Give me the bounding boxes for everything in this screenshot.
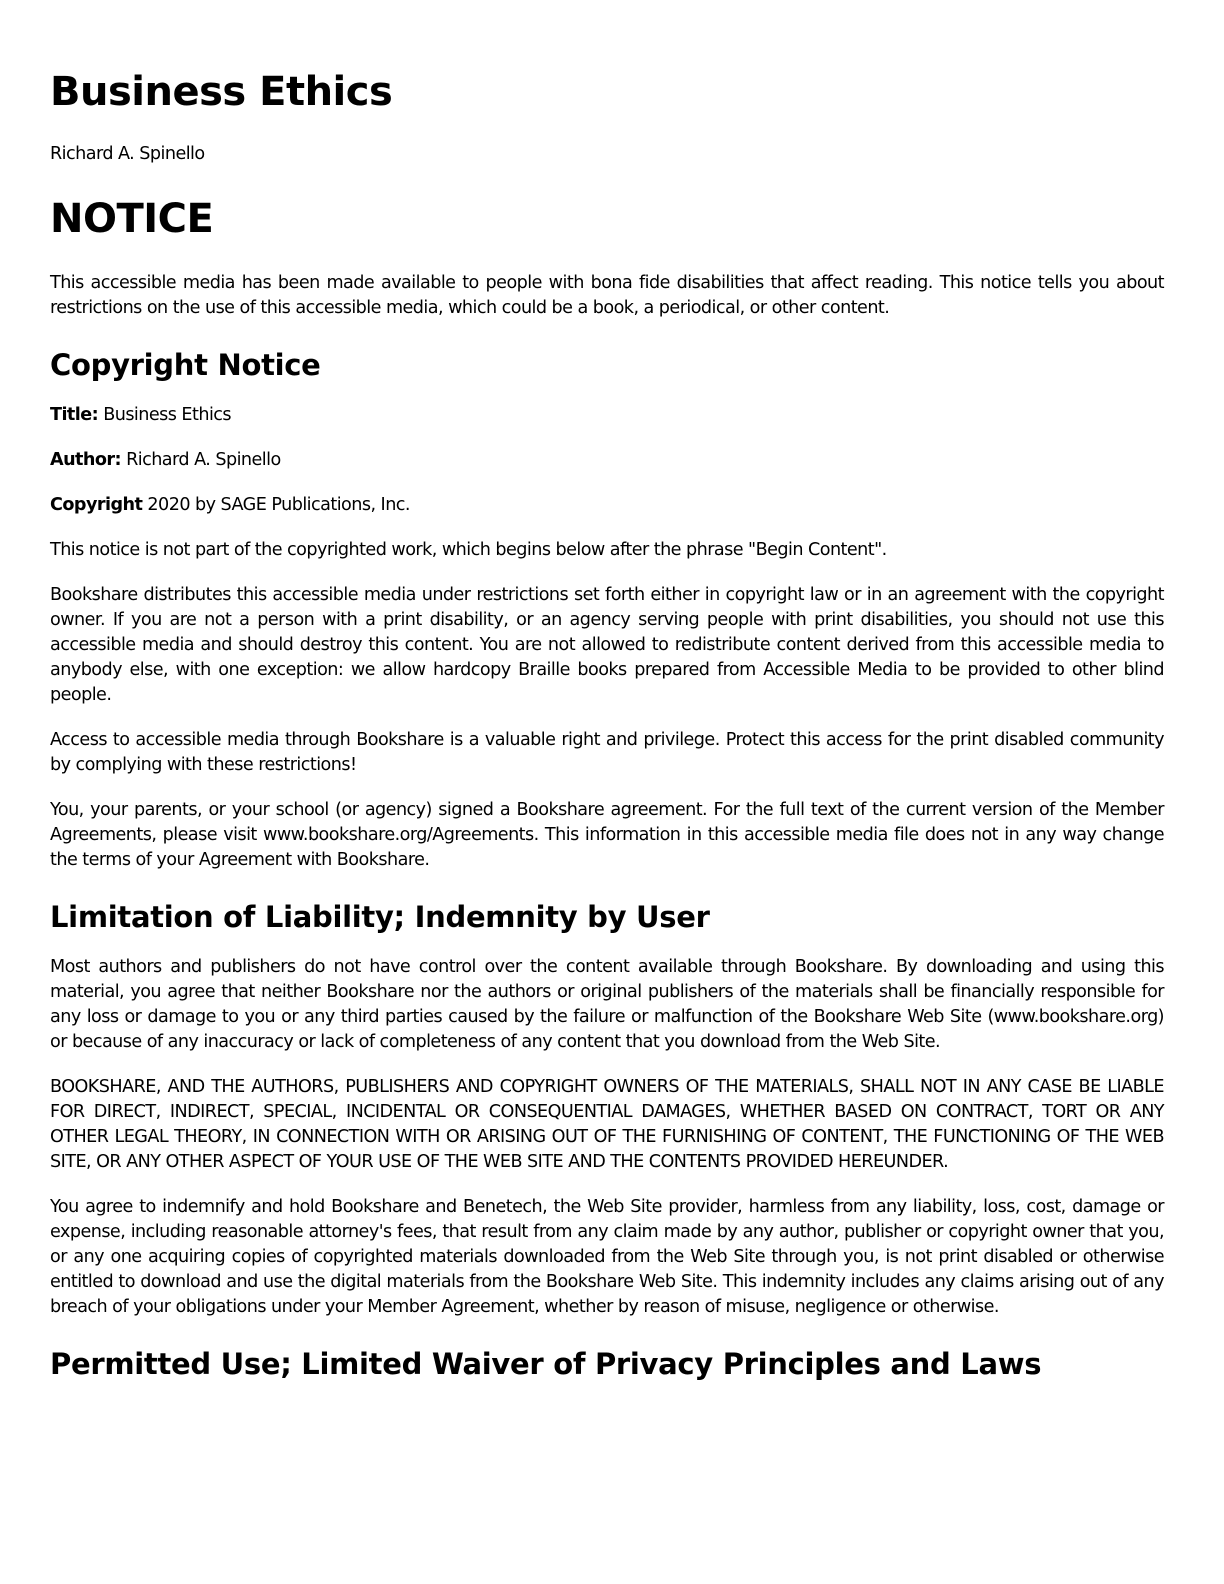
liability-paragraph: You agree to indemnify and hold Bookshare and Benetech, the Web Site provider, harmless from any liability, loss, cost, damage or expense, including reasonable attorney's fees, that result from any claim made by any author, publisher or copyright owner that you, or any one acquiring copies of copyrighted materials downloaded from the Web Site through you, is not print disabled or otherwise entitled to download and use the digital materials from the Bookshare Web Site. This indemnity includes any claims arising out of any breach of your obligations under your Member Agreement, whether by reason of misuse, negligence or otherwise. [50, 1197, 1164, 1317]
copyright-field-label: Copyright [50, 495, 143, 515]
copyright-paragraph: Access to accessible media through Bookshare is a valuable right and privilege. Protect this access for the print disabled community by complying with these restrictions! [50, 730, 1164, 775]
notice-intro-paragraph: This accessible media has been made available to people with bona fide disabilities that affect reading. This notice tells you about restrictions on the use of this accessible media, which could be a book, a periodical, or other content. [50, 273, 1164, 318]
author-field-label: Author: [50, 450, 122, 470]
document-title: Business Ethics [50, 69, 393, 115]
copyright-field-value: 2020 by SAGE Publications, Inc. [142, 495, 410, 515]
liability-paragraph: Most authors and publishers do not have control over the content available through Bookshare. By downloading and using this material, you agree that neither Bookshare nor the authors or original publishers of the materials shall be financially responsible for any loss or damage to you or any third parties caused by the failure or malfunction of the Bookshare Web Site (www.bookshare.org) or because of any inaccuracy or lack of completeness of any content that you download from the Web Site. [50, 957, 1164, 1052]
copyright-paragraph: You, your parents, or your school (or agency) signed a Bookshare agreement. For the full text of the current version of the Member Agreements, please visit www.bookshare.org/Agreements. This information in this accessible media file does not in any way change the terms of your Agreement with Bookshare. [50, 800, 1164, 870]
copyright-field [50, 493, 1164, 518]
notice-heading: NOTICE [50, 196, 214, 242]
document-author: Richard A. Spinello [50, 144, 205, 164]
permitted-use-heading: Permitted Use; Limited Waiver of Privacy Principles and Laws [50, 1347, 1042, 1381]
copyright-paragraph: This notice is not part of the copyrighted work, which begins below after the phrase "Begin Content". [50, 540, 887, 560]
title-field-value: Business Ethics [98, 405, 232, 425]
liability-heading: Limitation of Liability; Indemnity by User [50, 900, 710, 934]
title-field-label: Title: [50, 405, 99, 425]
copyright-paragraph: Bookshare distributes this accessible media under restrictions set forth either in copyright law or in an agreement with the copyright owner. If you are not a person with a print disability, or an agency serving people with print disabilities, you should not use this accessible media and should destroy this content. You are not allowed to redistribute content derived from this accessible media to anybody else, with one exception: we allow hardcopy Braille books prepared from Accessible Media to be provided to other blind people. [50, 585, 1164, 705]
liability-paragraph: BOOKSHARE, AND THE AUTHORS, PUBLISHERS AND COPYRIGHT OWNERS OF THE MATERIALS, SHALL NOT IN ANY CASE BE LIABLE FOR DIRECT, INDIRECT, SPECIAL, INCIDENTAL OR CONSEQUENTIAL DAMAGES, WHETHER BASED ON CONTRACT, TORT OR ANY OTHER LEGAL THEORY, IN CONNECTION WITH OR ARISING OUT OF THE FURNISHING OF CONTENT, THE FUNCTIONING OF THE WEB SITE, OR ANY OTHER ASPECT OF YOUR USE OF THE WEB SITE AND THE CONTENTS PROVIDED HEREUNDER. [50, 1077, 1164, 1172]
author-field-value: Richard A. Spinello [121, 450, 281, 470]
author-field [50, 448, 1164, 473]
copyright-notice-heading: Copyright Notice [50, 348, 321, 382]
title-field [50, 403, 1164, 428]
document-page [50, 64, 1164, 1384]
